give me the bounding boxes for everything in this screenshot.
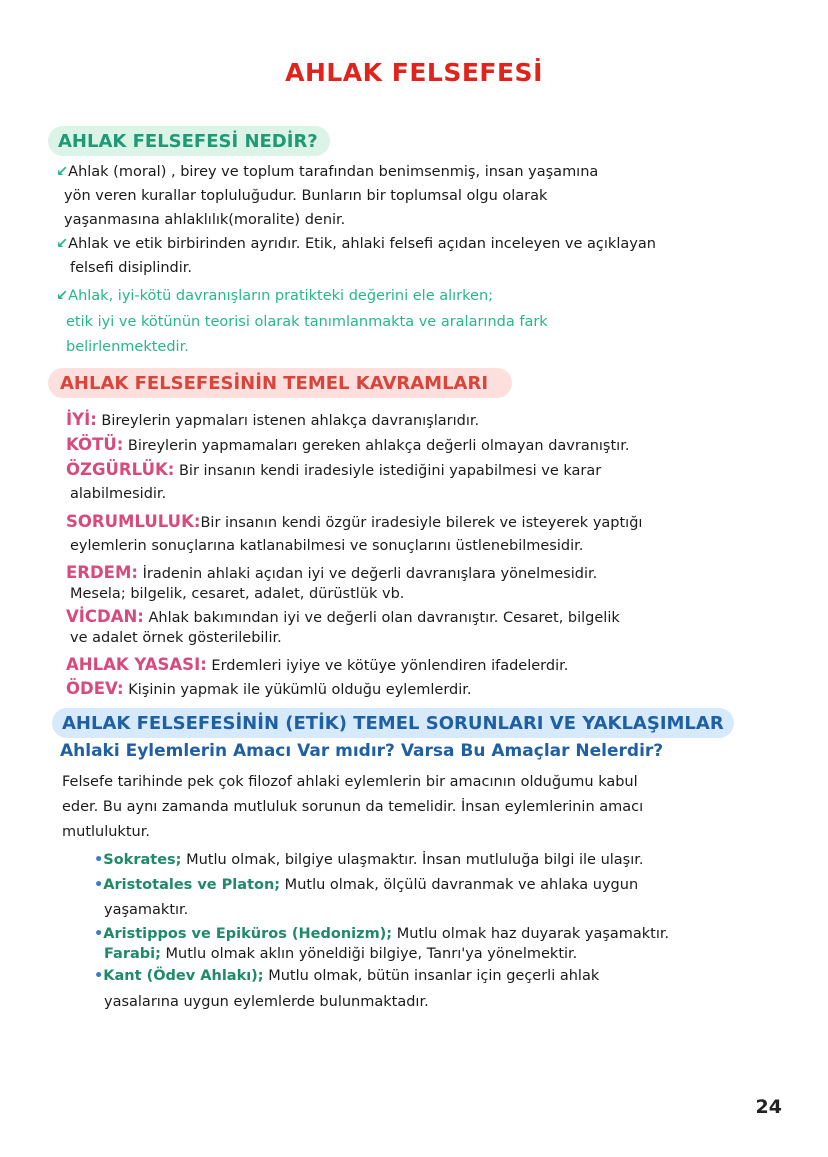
section1-heading: AHLAK FELSEFESİ NEDİR?	[58, 131, 318, 152]
philosopher-name: Farabi;	[104, 946, 161, 962]
term-label: İYİ:	[66, 410, 97, 429]
philosopher-name: Sokrates;	[103, 852, 182, 868]
term-definition-cont: ve adalet örnek gösterilebilir.	[70, 630, 282, 646]
term-label: ÖZGÜRLÜK:	[66, 460, 175, 479]
term-label: SORUMLULUK:	[66, 512, 201, 531]
philosopher-name: Kant (Ödev Ahlakı);	[103, 968, 264, 984]
approach-aristotales	[94, 877, 638, 893]
section3-subheading: Ahlaki Eylemlerin Amacı Var mıdır? Varsa Bu Amaçlar Nelerdir?	[60, 741, 664, 761]
philosopher-name: Aristippos ve Epiküros (Hedonizm);	[103, 926, 393, 942]
term-odev	[66, 679, 472, 698]
approach-aristippos	[94, 926, 669, 942]
text-line: yön veren kurallar topluluğudur. Bunların bir toplumsal olgu olarak	[64, 188, 548, 204]
approach-sokrates	[94, 852, 644, 868]
philosopher-name: Aristotales ve Platon;	[103, 877, 281, 893]
section3-heading: AHLAK FELSEFESİNİN (ETİK) TEMEL SORUNLARI VE YAKLAŞIMLAR	[62, 713, 724, 734]
text-line: Ahlak ve etik birbirinden ayrıdır. Etik, ahlaki felsefi açıdan inceleyen ve açıklayan	[68, 236, 656, 252]
term-definition: Bireylerin yapmamaları gereken ahlakça değerli olmayan davranıştır.	[123, 438, 630, 454]
term-definition: Kişinin yapmak ile yükümlü olduğu eylemlerdir.	[123, 682, 472, 698]
term-iyi	[66, 410, 479, 429]
text-line: Ahlak, iyi-kötü davranışların pratikteki değerini ele alırken;	[68, 288, 494, 304]
section1-paragraph-1	[56, 160, 598, 184]
approach-text: Mutlu olmak, bütün insanlar için geçerli ahlak	[263, 968, 600, 984]
term-definition-cont: Mesela; bilgelik, cesaret, adalet, dürüstlük vb.	[70, 586, 405, 602]
term-definition: Erdemleri iyiye ve kötüye yönlendiren ifadelerdir.	[206, 658, 569, 674]
term-label: KÖTÜ:	[66, 435, 124, 454]
bullet-dot-icon: •	[94, 968, 104, 984]
term-vicdan	[66, 607, 620, 626]
section1-paragraph-2	[56, 232, 656, 256]
text-line: yaşanmasına ahlaklılık(moralite) denir.	[64, 212, 346, 228]
text-line: Ahlak (moral) , birey ve toplum tarafından benimsenmiş, insan yaşamına	[68, 164, 599, 180]
intro-line: mutluluktur.	[62, 824, 150, 840]
term-label: ERDEM:	[66, 563, 138, 582]
bullet-arrow-icon: ↙	[56, 236, 69, 252]
section1-paragraph-3	[56, 284, 493, 308]
approach-text: Mutlu olmak, bilgiye ulaşmaktır. İnsan mutluluğa bilgi ile ulaşır.	[181, 852, 644, 868]
page-number: 24	[755, 1096, 782, 1118]
term-ahlak-yasasi	[66, 655, 568, 674]
approach-text: Mutlu olmak aklın yöneldiği bilgiye, Tanrı'ya yönelmektir.	[160, 946, 578, 962]
intro-line: Felsefe tarihinde pek çok filozof ahlaki eylemlerin bir amacının olduğumu kabul	[62, 774, 638, 790]
term-definition: İradenin ahlaki açıdan iyi ve değerli davranışlara yönelmesidir.	[137, 566, 598, 582]
text-line: belirlenmektedir.	[66, 339, 189, 355]
term-definition: Bir insanın kendi özgür iradesiyle bilerek ve isteyerek yaptığı	[200, 515, 643, 531]
approach-text: Mutlu olmak haz duyarak yaşamaktır.	[392, 926, 670, 942]
section2-heading: AHLAK FELSEFESİNİN TEMEL KAVRAMLARI	[60, 373, 489, 394]
term-definition-cont: eylemlerin sonuçlarına katlanabilmesi ve sonuçlarını üstlenebilmesidir.	[70, 538, 584, 554]
text-line: etik iyi ve kötünün teorisi olarak tanımlanmakta ve aralarında fark	[66, 314, 548, 330]
bullet-dot-icon: •	[94, 926, 104, 942]
approach-kant	[94, 968, 599, 984]
approach-text: Mutlu olmak, ölçülü davranmak ve ahlaka uygun	[280, 877, 639, 893]
term-label: AHLAK YASASI:	[66, 655, 207, 674]
term-definition-cont: alabilmesidir.	[70, 486, 167, 502]
intro-line: eder. Bu aynı zamanda mutluluk sorunun da temelidir. İnsan eylemlerinin amacı	[62, 799, 644, 815]
approach-text-cont: yasalarına uygun eylemlerde bulunmaktadır.	[104, 994, 429, 1010]
term-sorumluluk	[66, 512, 642, 531]
bullet-dot-icon: •	[94, 852, 104, 868]
approach-farabi	[104, 946, 577, 962]
page-title: AHLAK FELSEFESİ	[285, 58, 543, 87]
term-definition: Ahlak bakımından iyi ve değerli olan davranıştır. Cesaret, bilgelik	[143, 610, 620, 626]
bullet-dot-icon: •	[94, 877, 104, 893]
bullet-arrow-icon: ↙	[56, 288, 69, 304]
term-label: VİCDAN:	[66, 607, 144, 626]
text-line: felsefi disiplindir.	[70, 260, 193, 276]
approach-text-cont: yaşamaktır.	[104, 902, 189, 918]
bullet-arrow-icon: ↙	[56, 164, 69, 180]
term-definition: Bireylerin yapmaları istenen ahlakça davranışlarıdır.	[96, 413, 480, 429]
term-ozgurluk	[66, 460, 601, 479]
term-erdem	[66, 563, 597, 582]
term-kotu	[66, 435, 629, 454]
term-label: ÖDEV:	[66, 679, 124, 698]
term-definition: Bir insanın kendi iradesiyle istediğini yapabilmesi ve karar	[174, 463, 602, 479]
